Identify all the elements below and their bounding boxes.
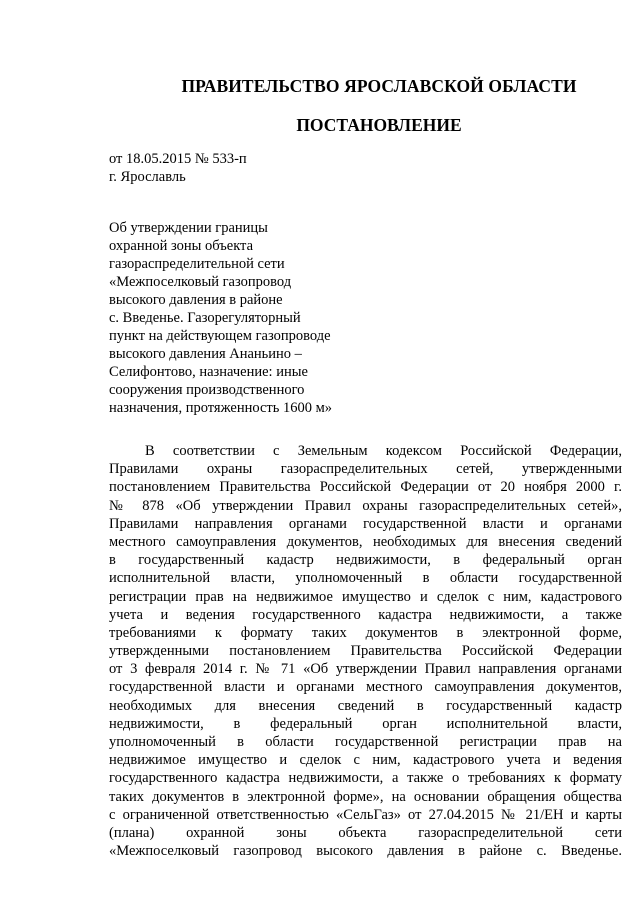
subject-line: с. Введенье. Газорегуляторный: [109, 310, 301, 326]
body-line: регистрации прав на недвижимое имущество и сделок с ним, кадастрового: [109, 588, 622, 605]
document-meta: [109, 150, 247, 186]
subject-line: «Межпоселковый газопровод: [109, 274, 292, 290]
subject-line: охранной зоны объекта: [109, 238, 254, 254]
government-title: ПРАВИТЕЛЬСТВО ЯРОСЛАВСКОЙ ОБЛАСТИ: [181, 76, 577, 96]
body-line: государственного кадастра недвижимости, а также о требованиях к формату: [109, 770, 622, 787]
document-type-heading: ПОСТАНОВЛЕНИЕ: [296, 115, 462, 135]
subject-line: назначения, протяженность 1600 м»: [109, 400, 333, 416]
body-paragraph: [109, 442, 622, 860]
body-line: утвержденными постановлением Правительства Российской Федерации: [109, 643, 622, 660]
body-line: В соответствии с Земельным кодексом Российской Федерации,: [145, 443, 622, 459]
body-line: государственной власти и органами местного самоуправления документов,: [109, 679, 622, 696]
body-line: исполнительной власти, уполномоченный в области государственной: [109, 570, 622, 587]
body-line: требованиями к формату таких документов в электронной форме,: [109, 624, 622, 641]
body-line: учета и ведения государственного кадастра недвижимости, а также: [109, 606, 622, 623]
subject-line: Об утверждении границы: [109, 220, 268, 236]
city: г. Ярославль: [109, 169, 186, 185]
body-line: необходимых для внесения сведений в государственный кадастр: [109, 697, 622, 714]
body-line: с ограниченной ответственностью «СельГаз» от 27.04.2015 № 21/ЕН и карты: [109, 806, 622, 823]
subject-line: Селифонтово, назначение: иные: [109, 364, 308, 380]
body-line: № 878 «Об утверждении Правил охраны газораспределительных сетей»,: [109, 497, 622, 514]
body-line: недвижимости, в федеральный орган исполнительной власти,: [109, 715, 622, 732]
body-line: Правилами направления органами государственной власти и органами: [109, 515, 622, 532]
body-line: (плана) охранной зоны объекта газораспределительной сети: [109, 824, 622, 841]
body-line: уполномоченный в области государственной регистрации прав на: [109, 734, 622, 750]
subject-line: высокого давления Ананьино –: [109, 346, 302, 362]
document-subject: [109, 219, 369, 417]
date-and-number: от 18.05.2015 № 533-п: [109, 151, 247, 167]
subject-line: сооружения производственного: [109, 382, 305, 398]
body-line: «Межпоселковый газопровод высокого давления в районе с. Введенье.: [109, 843, 622, 860]
body-line: от 3 февраля 2014 г. № 71 «Об утверждении Правил направления органами: [109, 661, 622, 678]
subject-line: газораспределительной сети: [109, 256, 285, 272]
body-line: постановлением Правительства Российской Федерации от 20 ноября 2000 г.: [109, 479, 622, 496]
body-line: в государственный кадастр недвижимости, в федеральный орган: [109, 552, 622, 569]
subject-line: высокого давления в районе: [109, 292, 283, 308]
subject-line: пункт на действующем газопроводе: [109, 328, 331, 344]
body-line: недвижимое имущество и сделок с ним, кадастрового учета и ведения: [109, 752, 622, 769]
body-line: Правилами охраны газораспределительных сетей, утвержденными: [109, 461, 622, 478]
body-line: таких документов в электронной форме», на основании обращения общества: [109, 788, 622, 805]
body-line: местного самоуправления документов, необходимых для внесения сведений: [109, 533, 622, 550]
